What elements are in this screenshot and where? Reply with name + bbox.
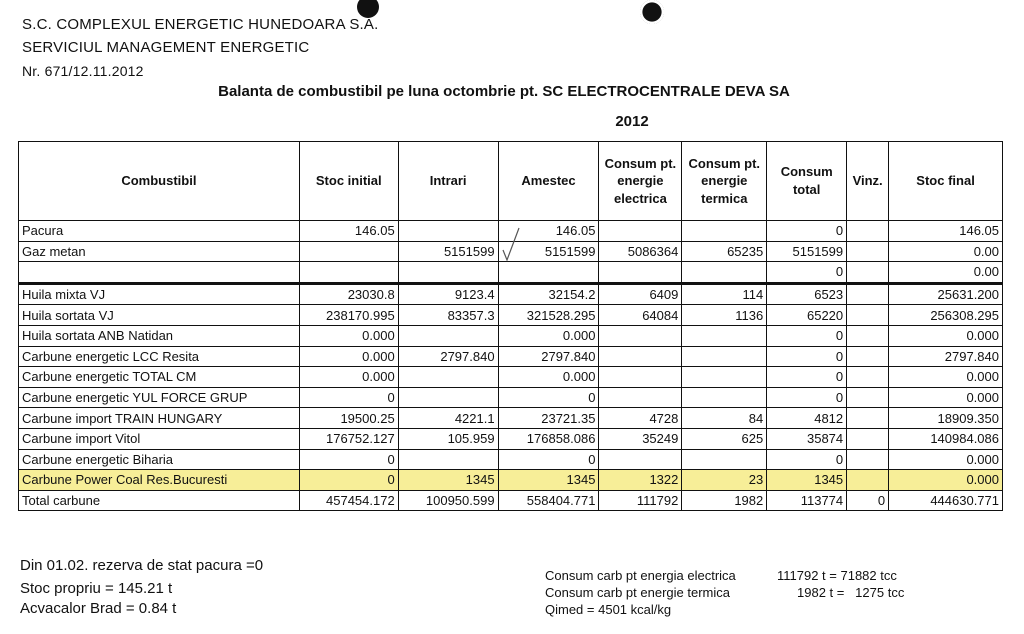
sales-cell <box>847 325 889 346</box>
consumption-thermal-cell: 65235 <box>682 241 767 262</box>
mix-cell: 0.000 <box>498 325 599 346</box>
fuel-name-cell: Carbune energetic Biharia <box>19 449 300 470</box>
initial-stock-cell: 457454.172 <box>299 490 398 511</box>
checkmark-annotation <box>501 224 521 264</box>
mix-cell: 0.000 <box>498 367 599 388</box>
document-title: Balanta de combustibil pe luna octombrie pt. SC ELECTROCENTRALE DEVA SA <box>218 83 790 100</box>
table-row <box>19 305 1003 326</box>
sales-cell: 0 <box>847 490 889 511</box>
consumption-total-cell: 113774 <box>767 490 847 511</box>
sales-cell <box>847 221 889 242</box>
inputs-cell: 83357.3 <box>398 305 498 326</box>
table-row <box>19 408 1003 429</box>
initial-stock-cell: 0 <box>299 449 398 470</box>
fuel-name-cell: Carbune import Vitol <box>19 428 300 449</box>
consumption-thermal-cell: 114 <box>682 283 767 305</box>
consumption-electric-label: Consum carb pt energia electrica <box>545 568 736 583</box>
final-stock-cell: 0.000 <box>889 470 1003 491</box>
mix-cell <box>498 262 599 284</box>
mix-cell: 0 <box>498 387 599 408</box>
initial-stock-cell: 238170.995 <box>299 305 398 326</box>
note-own-stock: Stoc propriu = 145.21 t <box>20 580 173 597</box>
fuel-name-cell: Carbune energetic TOTAL CM <box>19 367 300 388</box>
mix-cell: 32154.2 <box>498 283 599 305</box>
consumption-electric-cell <box>599 346 682 367</box>
consumption-electric-cell <box>599 325 682 346</box>
table-row <box>19 346 1003 367</box>
consumption-electric-cell <box>599 387 682 408</box>
consumption-thermal-cell: 625 <box>682 428 767 449</box>
consumption-total-cell: 6523 <box>767 283 847 305</box>
consumption-thermal-cell <box>682 325 767 346</box>
mix-cell: 146.05 <box>498 221 599 242</box>
final-stock-cell: 0.00 <box>889 241 1003 262</box>
initial-stock-cell: 0.000 <box>299 367 398 388</box>
document-number: Nr. 671/12.11.2012 <box>22 63 144 79</box>
table-row <box>19 470 1003 491</box>
consumption-electric-cell: 64084 <box>599 305 682 326</box>
column-header: Stoc final <box>889 142 1003 221</box>
consumption-total-cell: 0 <box>767 262 847 284</box>
consumption-total-cell: 0 <box>767 367 847 388</box>
sales-cell <box>847 470 889 491</box>
consumption-electric-cell <box>599 367 682 388</box>
initial-stock-cell: 176752.127 <box>299 428 398 449</box>
final-stock-cell: 0.000 <box>889 367 1003 388</box>
consumption-electric-cell: 111792 <box>599 490 682 511</box>
mix-cell: 558404.771 <box>498 490 599 511</box>
fuel-name-cell: Carbune import TRAIN HUNGARY <box>19 408 300 429</box>
final-stock-cell: 0.000 <box>889 325 1003 346</box>
consumption-electric-cell <box>599 221 682 242</box>
column-header: Consum total <box>767 142 847 221</box>
sales-cell <box>847 408 889 429</box>
table-header-row <box>19 142 1003 221</box>
consumption-total-cell: 0 <box>767 346 847 367</box>
consumption-total-cell: 35874 <box>767 428 847 449</box>
initial-stock-cell: 19500.25 <box>299 408 398 429</box>
consumption-total-cell: 4812 <box>767 408 847 429</box>
sales-cell <box>847 428 889 449</box>
mix-cell: 0 <box>498 449 599 470</box>
company-name: S.C. COMPLEXUL ENERGETIC HUNEDOARA S.A. <box>22 16 379 33</box>
inputs-cell: 2797.840 <box>398 346 498 367</box>
sales-cell <box>847 367 889 388</box>
initial-stock-cell: 146.05 <box>299 221 398 242</box>
fuel-name-cell: Total carbune <box>19 490 300 511</box>
consumption-thermal-label: Consum carb pt energie termica <box>545 585 730 600</box>
column-header: Vinz. <box>847 142 889 221</box>
table-row <box>19 283 1003 305</box>
sales-cell <box>847 449 889 470</box>
mix-cell: 5151599 <box>498 241 599 262</box>
inputs-cell <box>398 262 498 284</box>
final-stock-cell: 2797.840 <box>889 346 1003 367</box>
final-stock-cell: 146.05 <box>889 221 1003 242</box>
sales-cell <box>847 305 889 326</box>
inputs-cell <box>398 221 498 242</box>
consumption-thermal-cell <box>682 387 767 408</box>
inputs-cell <box>398 449 498 470</box>
column-header: Consum pt. energie termica <box>682 142 767 221</box>
consumption-electric-cell <box>599 449 682 470</box>
mix-cell: 1345 <box>498 470 599 491</box>
inputs-cell: 105.959 <box>398 428 498 449</box>
consumption-thermal-cell: 1136 <box>682 305 767 326</box>
consumption-thermal-value: 1982 t = 1275 tcc <box>797 585 905 600</box>
note-state-reserve: Din 01.02. rezerva de stat pacura =0 <box>20 557 264 574</box>
inputs-cell: 9123.4 <box>398 283 498 305</box>
sales-cell <box>847 262 889 284</box>
inputs-cell: 4221.1 <box>398 408 498 429</box>
consumption-electric-note <box>545 568 897 583</box>
punch-hole-mark <box>640 0 664 24</box>
consumption-thermal-cell: 23 <box>682 470 767 491</box>
fuel-name-cell: Gaz metan <box>19 241 300 262</box>
table-row <box>19 428 1003 449</box>
fuel-name-cell: Huila mixta VJ <box>19 283 300 305</box>
initial-stock-cell: 0 <box>299 470 398 491</box>
mix-cell: 2797.840 <box>498 346 599 367</box>
inputs-cell <box>398 325 498 346</box>
consumption-total-cell: 0 <box>767 325 847 346</box>
inputs-cell <box>398 367 498 388</box>
note-acvacalor: Acvacalor Brad = 0.84 t <box>20 600 177 617</box>
table-row <box>19 325 1003 346</box>
consumption-total-cell: 0 <box>767 449 847 470</box>
consumption-electric-cell: 6409 <box>599 283 682 305</box>
final-stock-cell: 256308.295 <box>889 305 1003 326</box>
fuel-name-cell: Carbune energetic LCC Resita <box>19 346 300 367</box>
consumption-thermal-cell: 84 <box>682 408 767 429</box>
initial-stock-cell: 0.000 <box>299 325 398 346</box>
fuel-balance-table <box>18 141 1003 511</box>
consumption-thermal-cell <box>682 346 767 367</box>
table-row <box>19 387 1003 408</box>
mix-cell: 176858.086 <box>498 428 599 449</box>
fuel-name-cell: Huila sortata ANB Natidan <box>19 325 300 346</box>
final-stock-cell: 0.00 <box>889 262 1003 284</box>
fuel-name-cell: Carbune Power Coal Res.Bucuresti <box>19 470 300 491</box>
department-name: SERVICIUL MANAGEMENT ENERGETIC <box>22 39 310 56</box>
initial-stock-cell: 23030.8 <box>299 283 398 305</box>
initial-stock-cell <box>299 241 398 262</box>
consumption-total-cell: 5151599 <box>767 241 847 262</box>
consumption-total-cell: 0 <box>767 221 847 242</box>
final-stock-cell: 18909.350 <box>889 408 1003 429</box>
initial-stock-cell: 0.000 <box>299 346 398 367</box>
consumption-thermal-cell <box>682 449 767 470</box>
consumption-electric-value: 111792 t = 71882 tcc <box>777 568 897 583</box>
fuel-name-cell: Huila sortata VJ <box>19 305 300 326</box>
consumption-thermal-cell <box>682 367 767 388</box>
inputs-cell: 1345 <box>398 470 498 491</box>
consumption-electric-cell: 1322 <box>599 470 682 491</box>
fuel-name-cell <box>19 262 300 284</box>
final-stock-cell: 0.000 <box>889 387 1003 408</box>
document-year: 2012 <box>615 113 649 130</box>
mix-cell: 23721.35 <box>498 408 599 429</box>
consumption-total-cell: 65220 <box>767 305 847 326</box>
table-row <box>19 262 1003 284</box>
column-header: Intrari <box>398 142 498 221</box>
fuel-name-cell: Pacura <box>19 221 300 242</box>
table-row <box>19 449 1003 470</box>
final-stock-cell: 25631.200 <box>889 283 1003 305</box>
final-stock-cell: 444630.771 <box>889 490 1003 511</box>
table-row <box>19 367 1003 388</box>
inputs-cell <box>398 387 498 408</box>
table-row <box>19 490 1003 511</box>
sales-cell <box>847 241 889 262</box>
consumption-thermal-cell: 1982 <box>682 490 767 511</box>
column-header: Stoc initial <box>299 142 398 221</box>
sales-cell <box>847 346 889 367</box>
sales-cell <box>847 387 889 408</box>
consumption-electric-cell: 35249 <box>599 428 682 449</box>
inputs-cell: 100950.599 <box>398 490 498 511</box>
consumption-electric-cell: 5086364 <box>599 241 682 262</box>
column-header: Combustibil <box>19 142 300 221</box>
mix-cell: 321528.295 <box>498 305 599 326</box>
consumption-thermal-note <box>545 585 905 600</box>
consumption-thermal-cell <box>682 262 767 284</box>
sales-cell <box>847 283 889 305</box>
fuel-name-cell: Carbune energetic YUL FORCE GRUP <box>19 387 300 408</box>
column-header: Consum pt. energie electrica <box>599 142 682 221</box>
inputs-cell: 5151599 <box>398 241 498 262</box>
consumption-total-cell: 1345 <box>767 470 847 491</box>
consumption-total-cell: 0 <box>767 387 847 408</box>
consumption-thermal-cell <box>682 221 767 242</box>
column-header: Amestec <box>498 142 599 221</box>
consumption-electric-cell <box>599 262 682 284</box>
final-stock-cell: 140984.086 <box>889 428 1003 449</box>
final-stock-cell: 0.000 <box>889 449 1003 470</box>
initial-stock-cell <box>299 262 398 284</box>
consumption-electric-cell: 4728 <box>599 408 682 429</box>
initial-stock-cell: 0 <box>299 387 398 408</box>
qimed-note: Qimed = 4501 kcal/kg <box>545 602 672 617</box>
